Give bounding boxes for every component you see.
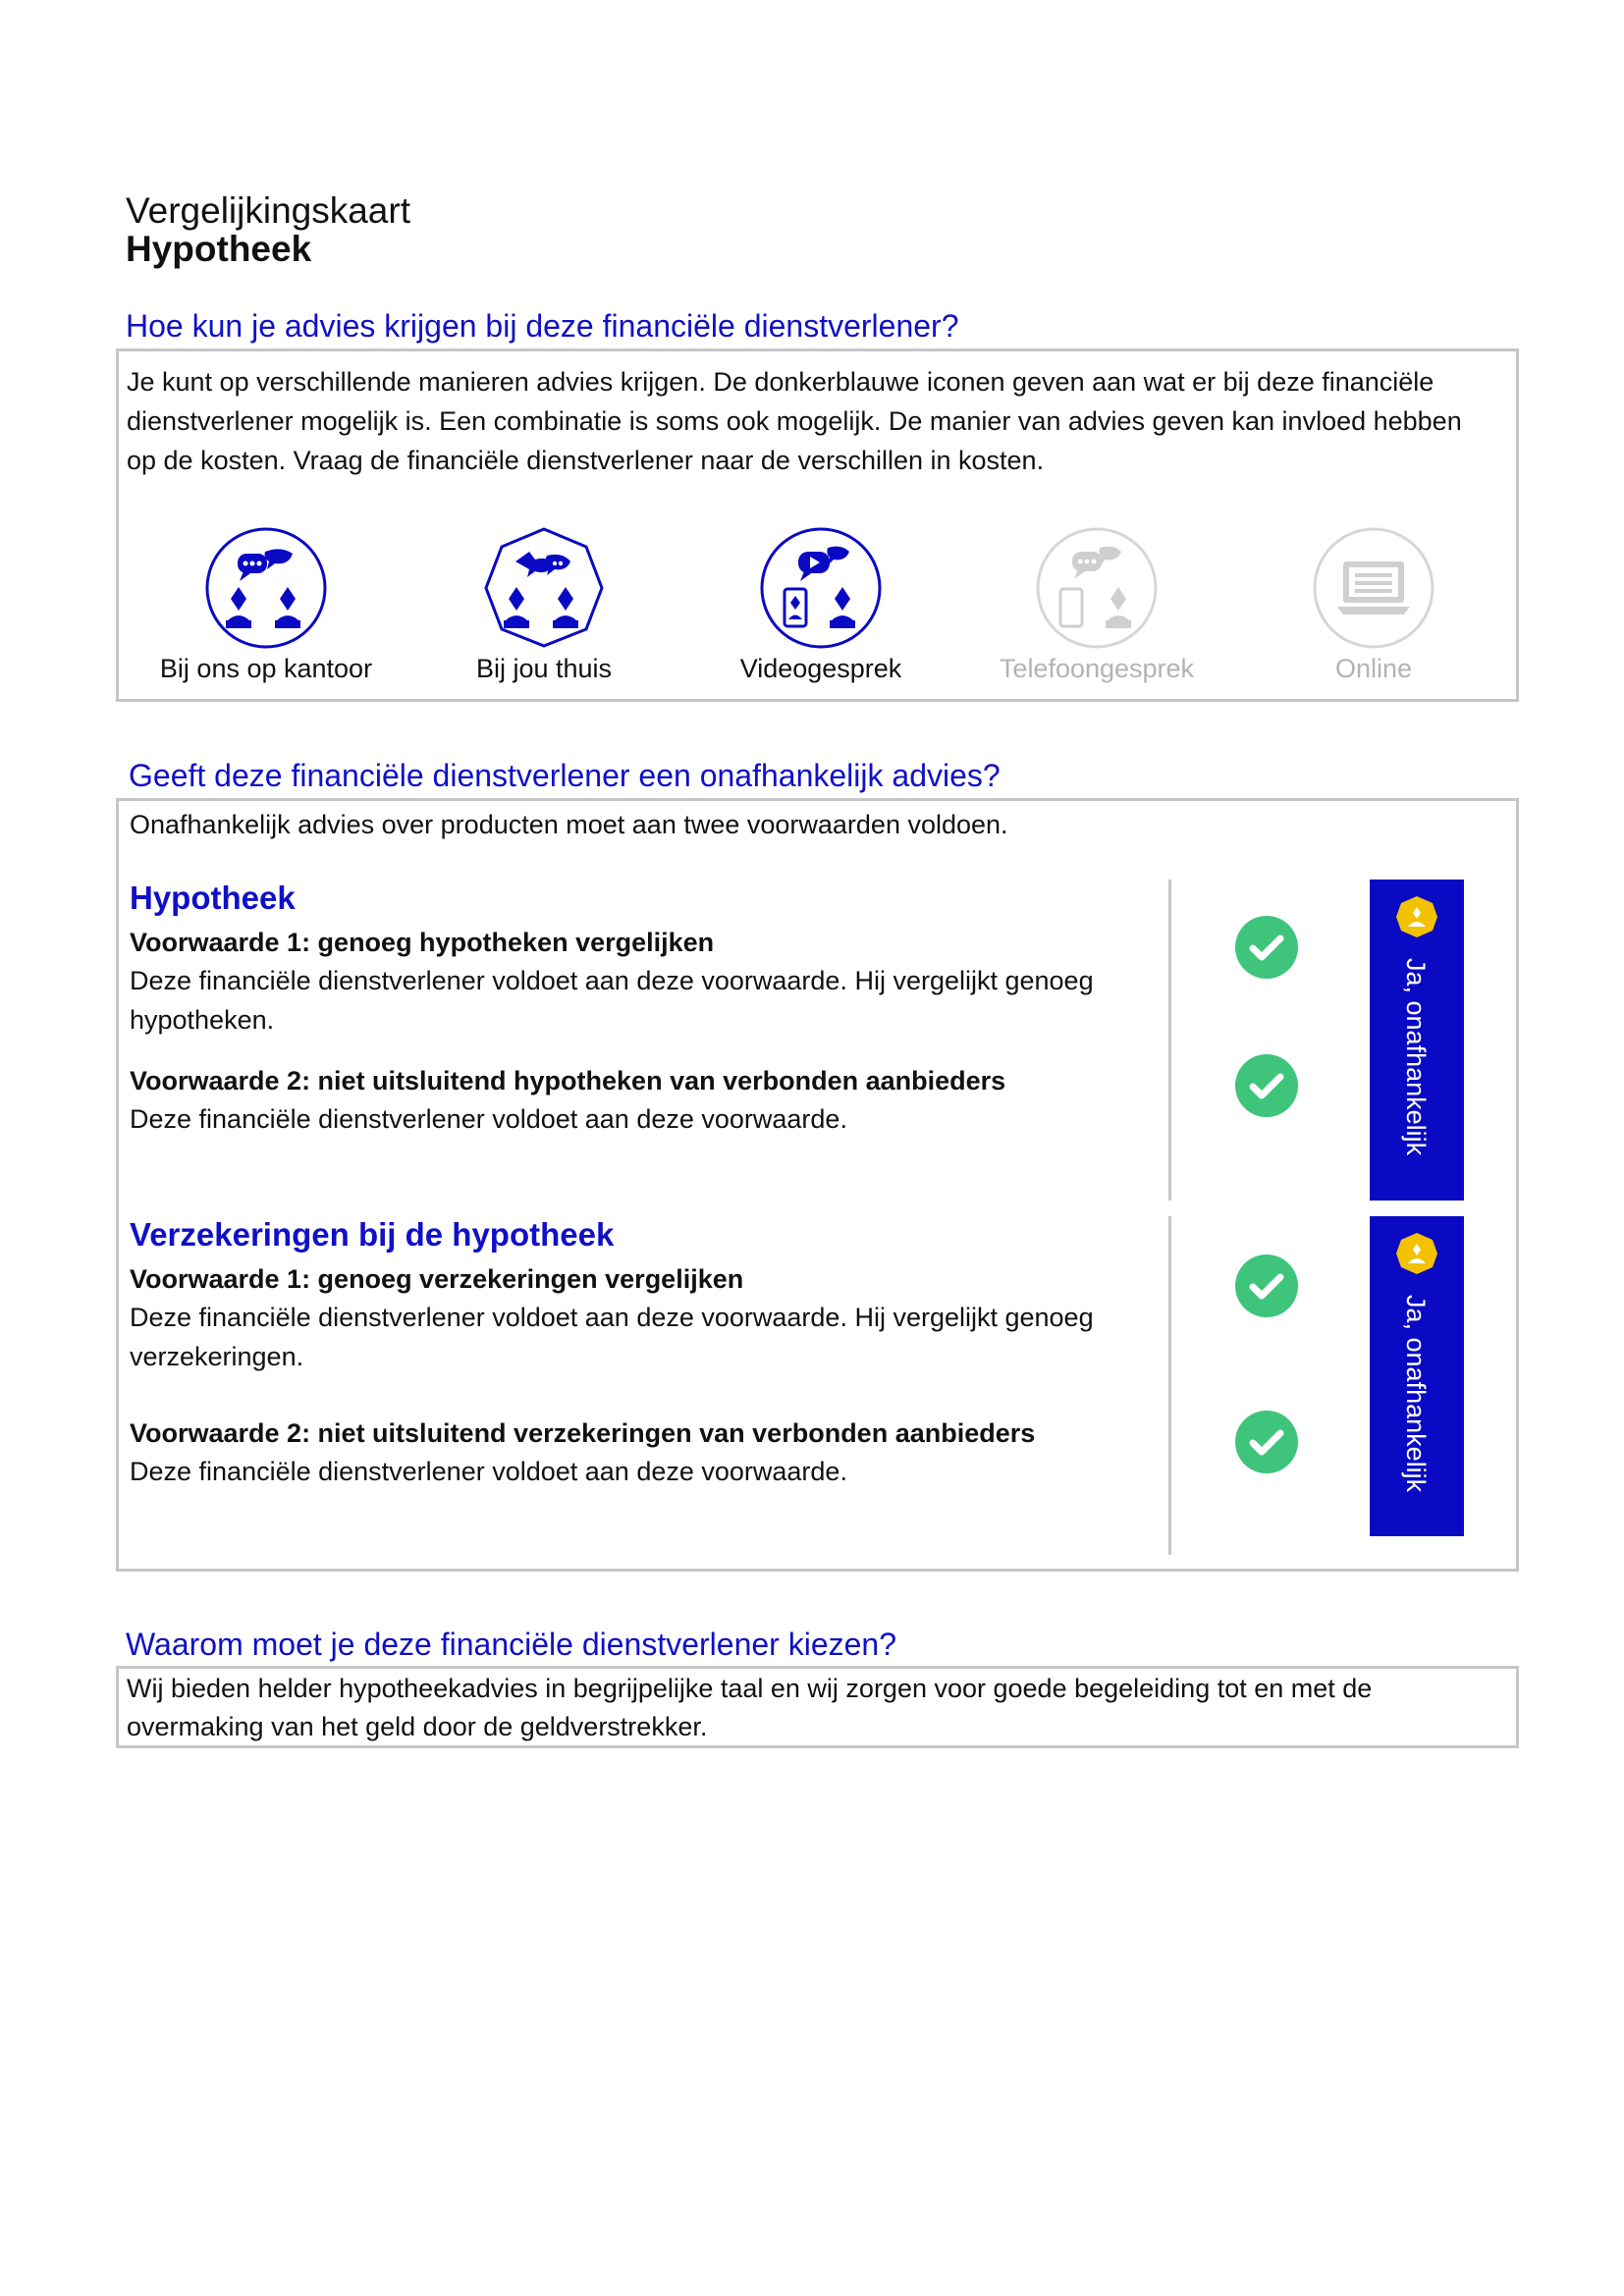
independence-box [116, 798, 1519, 1572]
independent-advisor-badge-icon [1395, 895, 1438, 938]
channel-online [1256, 526, 1491, 684]
verdict-panel-hypotheek [1370, 880, 1464, 1201]
condition-title: Voorwaarde 2: niet uitsluitend hypotheken van verbonden aanbieders [130, 1066, 1006, 1095]
independent-advisor-badge-icon [1395, 1232, 1438, 1275]
channel-online-label: Online [1334, 654, 1413, 683]
column-divider [1168, 880, 1171, 1201]
check-icon [1235, 1054, 1298, 1117]
channel-phone [979, 526, 1215, 684]
channel-video [703, 526, 939, 684]
why-text-line-2: overmaking van het geld door de geldverstrekker. [127, 1712, 708, 1741]
channel-office [148, 526, 384, 684]
check-icon [1235, 1255, 1298, 1317]
product-title-hypotheek: Hypotheek [130, 880, 296, 916]
condition-text: Deze financiële dienstverlener voldoet aan deze voorwaarde. [130, 1457, 847, 1486]
video-call-icon [759, 526, 883, 650]
home-meeting-icon [482, 526, 606, 650]
advice-intro-line-2: dienstverlener mogelijk is. Een combinatie is soms ook mogelijk. De manier van advies geven kan invloed hebben [127, 406, 1462, 436]
advice-section-heading: Hoe kun je advies krijgen bij deze financiële dienstverlener? [126, 308, 959, 344]
verdict-label: Ja, onafhankelijk [1401, 1295, 1431, 1493]
condition-text: hypotheken. [130, 1005, 275, 1035]
advice-intro-line-3: op de kosten. Vraag de financiële dienstverlener naar de verschillen in kosten. [127, 446, 1045, 475]
document-subtitle: Hypotheek [126, 229, 312, 269]
channel-office-label: Bij ons op kantoor [159, 654, 373, 683]
document-title: Vergelijkingskaart [126, 190, 410, 231]
phone-call-icon [1035, 526, 1159, 650]
check-icon [1235, 916, 1298, 979]
office-meeting-icon [204, 526, 328, 650]
why-box [116, 1666, 1519, 1748]
channel-phone-label: Telefoongesprek [999, 654, 1195, 683]
why-text-line-1: Wij bieden helder hypotheekadvies in begrijpelijke taal en wij zorgen voor goede begeleiding tot en met de [127, 1674, 1373, 1703]
advice-box [116, 348, 1519, 702]
product-title-verzekeringen: Verzekeringen bij de hypotheek [130, 1216, 615, 1253]
condition-title: Voorwaarde 1: genoeg verzekeringen vergelijken [130, 1264, 744, 1294]
condition-text: verzekeringen. [130, 1342, 304, 1371]
advice-intro-line-1: Je kunt op verschillende manieren advies krijgen. De donkerblauwe iconen geven aan wat er bij deze financiële [127, 367, 1435, 397]
verdict-label: Ja, onafhankelijk [1401, 958, 1431, 1156]
online-laptop-icon [1312, 526, 1435, 650]
channel-video-label: Videogesprek [739, 654, 902, 683]
independence-section-heading: Geeft deze financiële dienstverlener een onafhankelijk advies? [129, 758, 1001, 793]
condition-text: Deze financiële dienstverlener voldoet aan deze voorwaarde. [130, 1104, 847, 1134]
column-divider [1168, 1216, 1171, 1555]
condition-title: Voorwaarde 2: niet uitsluitend verzekeringen van verbonden aanbieders [130, 1418, 1036, 1448]
condition-title: Voorwaarde 1: genoeg hypotheken vergelijken [130, 928, 715, 957]
channel-home [426, 526, 662, 684]
channel-home-label: Bij jou thuis [475, 654, 613, 683]
condition-text: Deze financiële dienstverlener voldoet aan deze voorwaarde. Hij vergelijkt genoeg [130, 966, 1094, 995]
independence-intro: Onafhankelijk advies over producten moet aan twee voorwaarden voldoen. [130, 810, 1008, 839]
why-section-heading: Waarom moet je deze financiële dienstverlener kiezen? [126, 1627, 896, 1662]
verdict-panel-verzekeringen [1370, 1216, 1464, 1536]
check-icon [1235, 1411, 1298, 1473]
condition-text: Deze financiële dienstverlener voldoet aan deze voorwaarde. Hij vergelijkt genoeg [130, 1303, 1094, 1332]
